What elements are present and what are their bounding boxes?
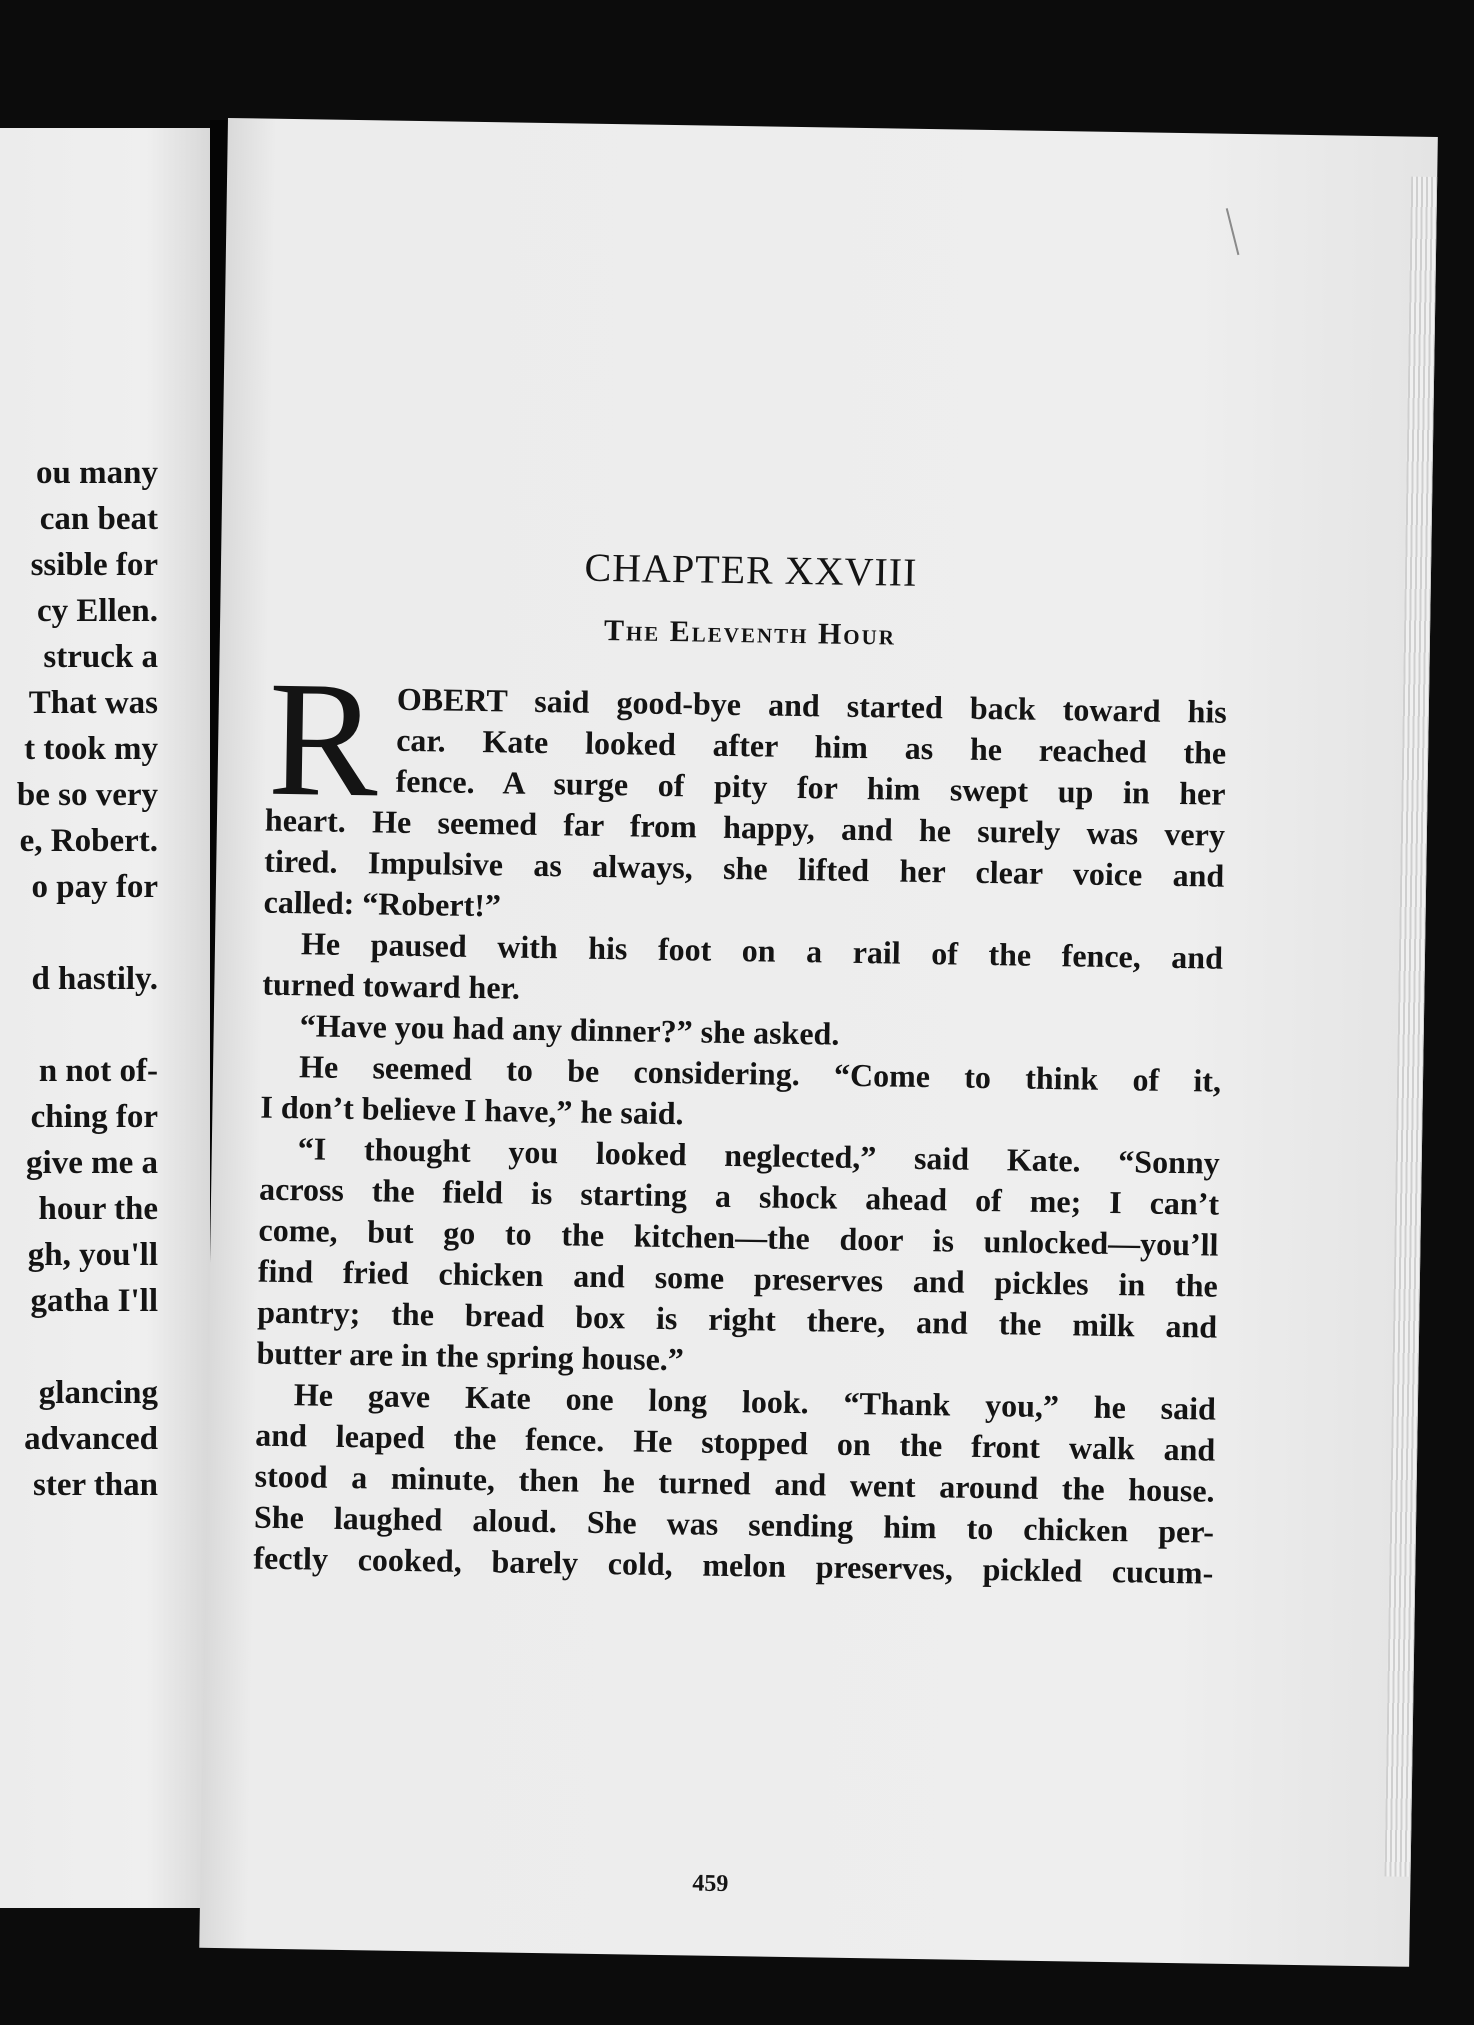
drop-cap: R	[266, 646, 380, 832]
left-page-line	[0, 910, 158, 956]
paragraph-line: He gave Kate one long look. “Thank you,” he said	[293, 1376, 1217, 1427]
chapter-body	[253, 677, 1227, 1594]
paragraph-line: butter are in the spring house.”	[256, 1334, 685, 1378]
left-page-line: be so very	[16, 777, 158, 813]
left-page-line: That was	[28, 685, 158, 721]
paragraph-line: find fried chicken and some preserves and pickles in the	[257, 1252, 1219, 1304]
paragraph-line: tired. Impulsive as always, she lifted her clear voice and	[264, 842, 1225, 894]
left-page-line: e, Robert.	[19, 823, 158, 859]
paragraph-line: stood a minute, then he turned and went around the house.	[254, 1457, 1215, 1509]
paragraph	[256, 1128, 1220, 1389]
left-page-line: glancing	[38, 1375, 158, 1411]
left-page-line: cy Ellen.	[37, 593, 158, 629]
paragraph-line: called: “Robert!”	[263, 883, 502, 924]
chapter-title: CHAPTER XXVIII	[584, 544, 918, 595]
paragraph-line: heart. He seemed far from happy, and he surely was very	[264, 801, 1226, 853]
left-page-line: ster than	[33, 1467, 158, 1503]
paragraph-line: He paused with his foot on a rail of the fence, and	[300, 925, 1224, 976]
paragraph-line: OBERT said good-bye and started back toward his	[396, 680, 1228, 730]
page-edges	[1385, 177, 1438, 1877]
paragraph-line: car. Kate looked after him as he reached the	[395, 721, 1227, 771]
left-page-line: o pay for	[31, 869, 158, 905]
left-page-line	[0, 1324, 158, 1370]
left-page-line: ching for	[30, 1099, 158, 1135]
paragraph-line: across the field is starting a shock ahead of me; I can’t	[258, 1170, 1220, 1222]
left-page-line: t took my	[24, 731, 158, 767]
paragraph	[253, 1374, 1216, 1594]
paragraph-line: He seemed to be considering. “Come to think of it,	[298, 1048, 1222, 1099]
paragraph-line: I don’t believe I have,” he said.	[260, 1088, 684, 1132]
left-page-line: advanced	[24, 1421, 158, 1457]
left-page-line: ssible for	[30, 547, 158, 583]
left-page-line: ou many	[36, 455, 158, 491]
left-page	[0, 128, 210, 1908]
left-page-line: n not of-	[38, 1053, 158, 1089]
left-page-line: struck a	[43, 639, 158, 675]
paragraph-line: She laughed aloud. She was sending him to chicken per-	[253, 1498, 1215, 1550]
left-page-text	[0, 450, 158, 1508]
paragraph	[260, 1046, 1221, 1143]
right-page	[199, 118, 1438, 1967]
left-page-line: give me a	[26, 1145, 158, 1181]
first-paragraph	[263, 677, 1227, 938]
left-page-line: d hastily.	[31, 961, 158, 997]
paragraph-line: come, but go to the kitchen—the door is unlocked—you’ll	[258, 1211, 1219, 1263]
paragraph-line: fence. A surge of pity for him swept up in her	[395, 762, 1226, 812]
chapter-subtitle: The Eleventh Hour	[603, 613, 897, 652]
left-page-line: can beat	[39, 501, 158, 537]
left-page-line	[0, 1002, 158, 1048]
paragraph	[262, 923, 1223, 1020]
paragraph-line: “Have you had any dinner?” she asked.	[299, 1007, 840, 1052]
paragraph-line: “I thought you looked neglected,” said Kate. “Sonny	[297, 1130, 1220, 1181]
left-page-line: gh, you'll	[27, 1237, 158, 1273]
paragraph-line: and leaped the fence. He stopped on the front walk and	[255, 1416, 1216, 1468]
page-mark	[1226, 205, 1253, 255]
paragraph-line: turned toward her.	[262, 965, 521, 1006]
page-number: 459	[692, 1870, 729, 1898]
paragraph-line: fectly cooked, barely cold, melon preserves, pickled cucum-	[253, 1539, 1214, 1591]
left-page-line: gatha I'll	[30, 1283, 158, 1319]
paragraph-line: pantry; the bread box is right there, and the milk and	[256, 1293, 1218, 1345]
left-page-line: hour the	[38, 1191, 158, 1227]
